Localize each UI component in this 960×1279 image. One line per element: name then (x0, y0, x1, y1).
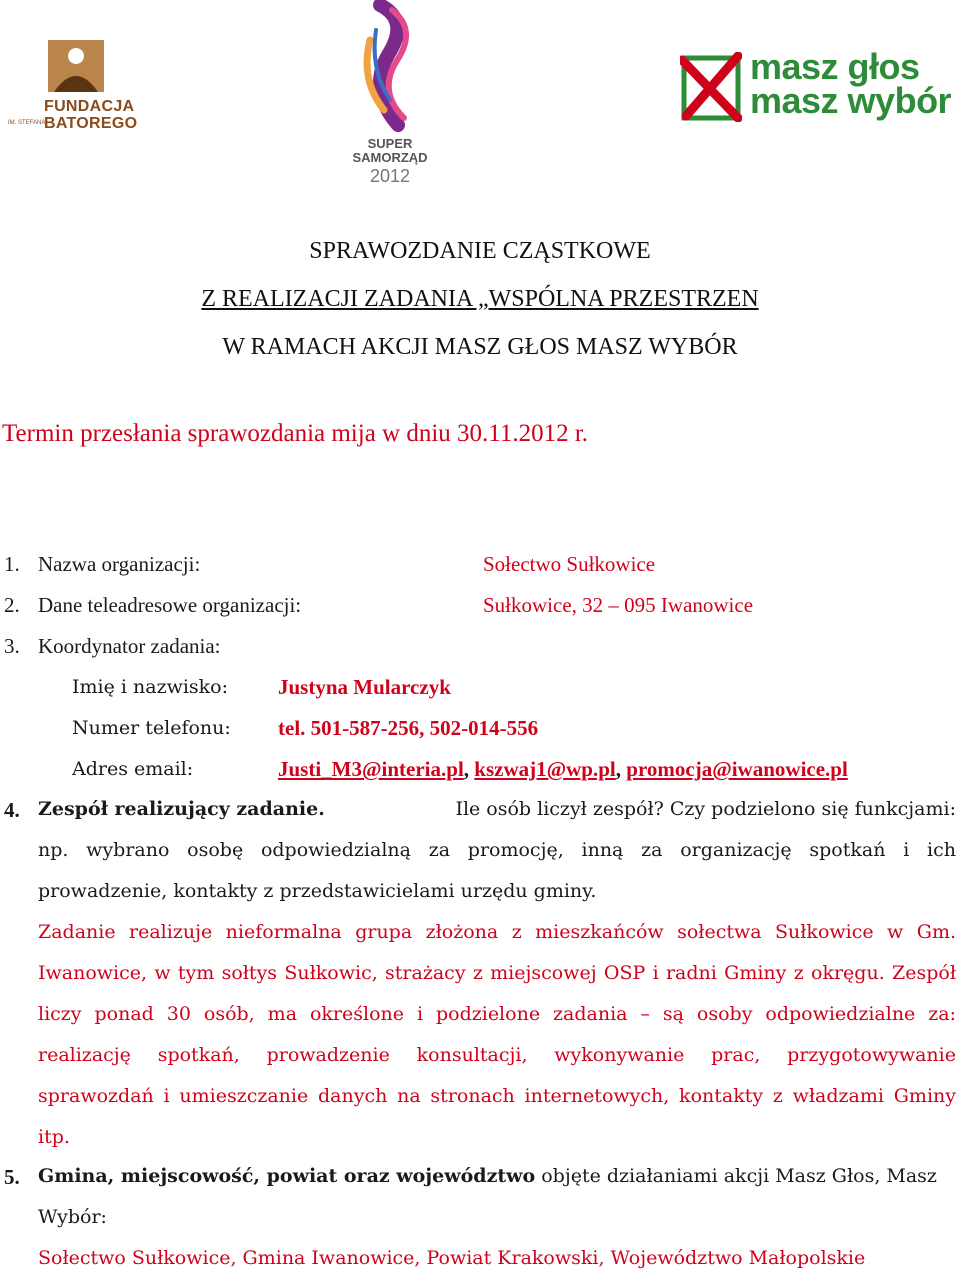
item-4-question-line-2: np. wybrano osobę odpowiedzialną za promocję, inną za organizację spotkań i ich (38, 839, 956, 861)
super-samorzad-wordmark (340, 137, 440, 187)
item-4-answer-line-3: liczy ponad 30 osób, ma określone i podzielone zadania – są osoby odpowiedzialne za: (38, 1003, 956, 1025)
title-line-2 (0, 286, 960, 313)
item-1-number: 1. (4, 552, 20, 576)
coordinator-phone-label: Numer telefonu: (72, 717, 231, 739)
item-3-label: Koordynator zadania: (38, 634, 221, 658)
item-2-label: Dane teleadresowe organizacji: (38, 593, 302, 617)
coordinator-name-value: Justyna Mularczyk (278, 675, 451, 699)
item-4-number: 4. (4, 798, 20, 822)
title-line-3: W RAMACH AKCJI MASZ GŁOS MASZ WYBÓR (222, 334, 738, 360)
title-line-2-text: Z REALIZACJI ZADANIA „WSPÓLNA PRZESTRZEN (201, 286, 759, 312)
item-1-label: Nazwa organizacji: (38, 552, 201, 576)
fundacja-batorego-logo (8, 40, 138, 140)
super-line3: 2012 (369, 166, 411, 186)
item-5-number: 5. (4, 1165, 20, 1189)
batory-line1: FUNDACJA (44, 98, 135, 115)
coordinator-phone-value: tel. 501-587-256, 502-014-556 (278, 716, 539, 740)
item-4-answer-line-2: Iwanowice, w tym sołtys Sułkowic, strażacy z miejscowej OSP i radni Gminy z okręgu. Zespół (38, 962, 956, 984)
ballot-x-icon (680, 52, 742, 122)
coordinator-email-list (278, 755, 848, 783)
super-line1: SUPER (367, 136, 413, 151)
email-link-3[interactable]: promocja@iwanowice.pl (626, 757, 848, 781)
item-2-value: Sułkowice, 32 – 095 Iwanowice (483, 593, 754, 617)
item-2-number: 2. (4, 593, 20, 617)
item-4-question-1: Ile osób liczył zespół? Czy podzielono się funkcjami: (455, 798, 956, 820)
item-4-answer-line-4: realizację spotkań, prowadzenie konsultacji, wykonywanie prac, przygotowywanie (38, 1044, 956, 1066)
title-line-1: SPRAWOZDANIE CZĄSTKOWE (309, 238, 651, 264)
mgmw-line1: masz głos (750, 46, 920, 87)
item-5-question (38, 1156, 956, 1238)
item-4-label: Zespół realizujący zadanie. (38, 798, 325, 820)
item-5-label-bold: Gmina, miejscowość, powiat oraz województwo (38, 1165, 536, 1187)
batory-wordmark (44, 98, 137, 132)
batory-emblem-icon (48, 40, 104, 92)
coordinator-name-label: Imię i nazwisko: (72, 676, 229, 698)
mgmw-line2: masz wybór (750, 80, 952, 121)
deadline-notice: Termin przesłania sprawozdania mija w dniu 30.11.2012 r. (2, 420, 589, 447)
masz-glos-masz-wybor-logo (680, 46, 955, 127)
item-5-label-rest: objęte działaniami akcji Masz Głos, Masz (535, 1165, 937, 1187)
email-link-2[interactable]: kszwaj1@wp.pl (474, 757, 616, 781)
email-separator-2: , (615, 757, 622, 781)
item-4-question-line-3: prowadzenie, kontakty z przedstawicielami urzędu gminy. (38, 880, 597, 902)
item-1-value: Sołectwo Sułkowice (483, 552, 656, 576)
super-line2: SAMORZĄD (352, 150, 428, 165)
item-4-answer-line-1: Zadanie realizuje nieformalna grupa złożona z mieszkańców sołectwa Sułkowice w Gm. (38, 921, 956, 943)
batory-line2: BATOREGO (44, 115, 138, 132)
item-5-question-line-2: Wybór: (38, 1206, 107, 1228)
super-samorzad-logo (340, 0, 440, 200)
item-4-answer-line-6: itp. (38, 1126, 70, 1148)
email-link-1[interactable]: Justi_M3@interia.pl (278, 757, 464, 781)
item-5-question-line-1 (38, 1156, 956, 1197)
item-3-number: 3. (4, 634, 20, 658)
item-4-question (38, 789, 956, 912)
item-4-question-line-1 (38, 789, 956, 830)
super-samorzad-ribbon-icon (340, 0, 440, 135)
email-separator-1: , (463, 757, 470, 781)
item-5-answer: Sołectwo Sułkowice, Gmina Iwanowice, Powiat Krakowski, Województwo Małopolskie (38, 1247, 866, 1269)
coordinator-email-label: Adres email: (72, 758, 194, 780)
mgmw-wordmark (750, 46, 952, 121)
batory-small-text: IM. STEFANA (8, 120, 46, 126)
item-4-answer (38, 912, 956, 1158)
item-4-answer-line-5: sprawozdań i umieszczanie danych na stronach internetowych, kontakty z władzami Gminy (38, 1085, 956, 1107)
